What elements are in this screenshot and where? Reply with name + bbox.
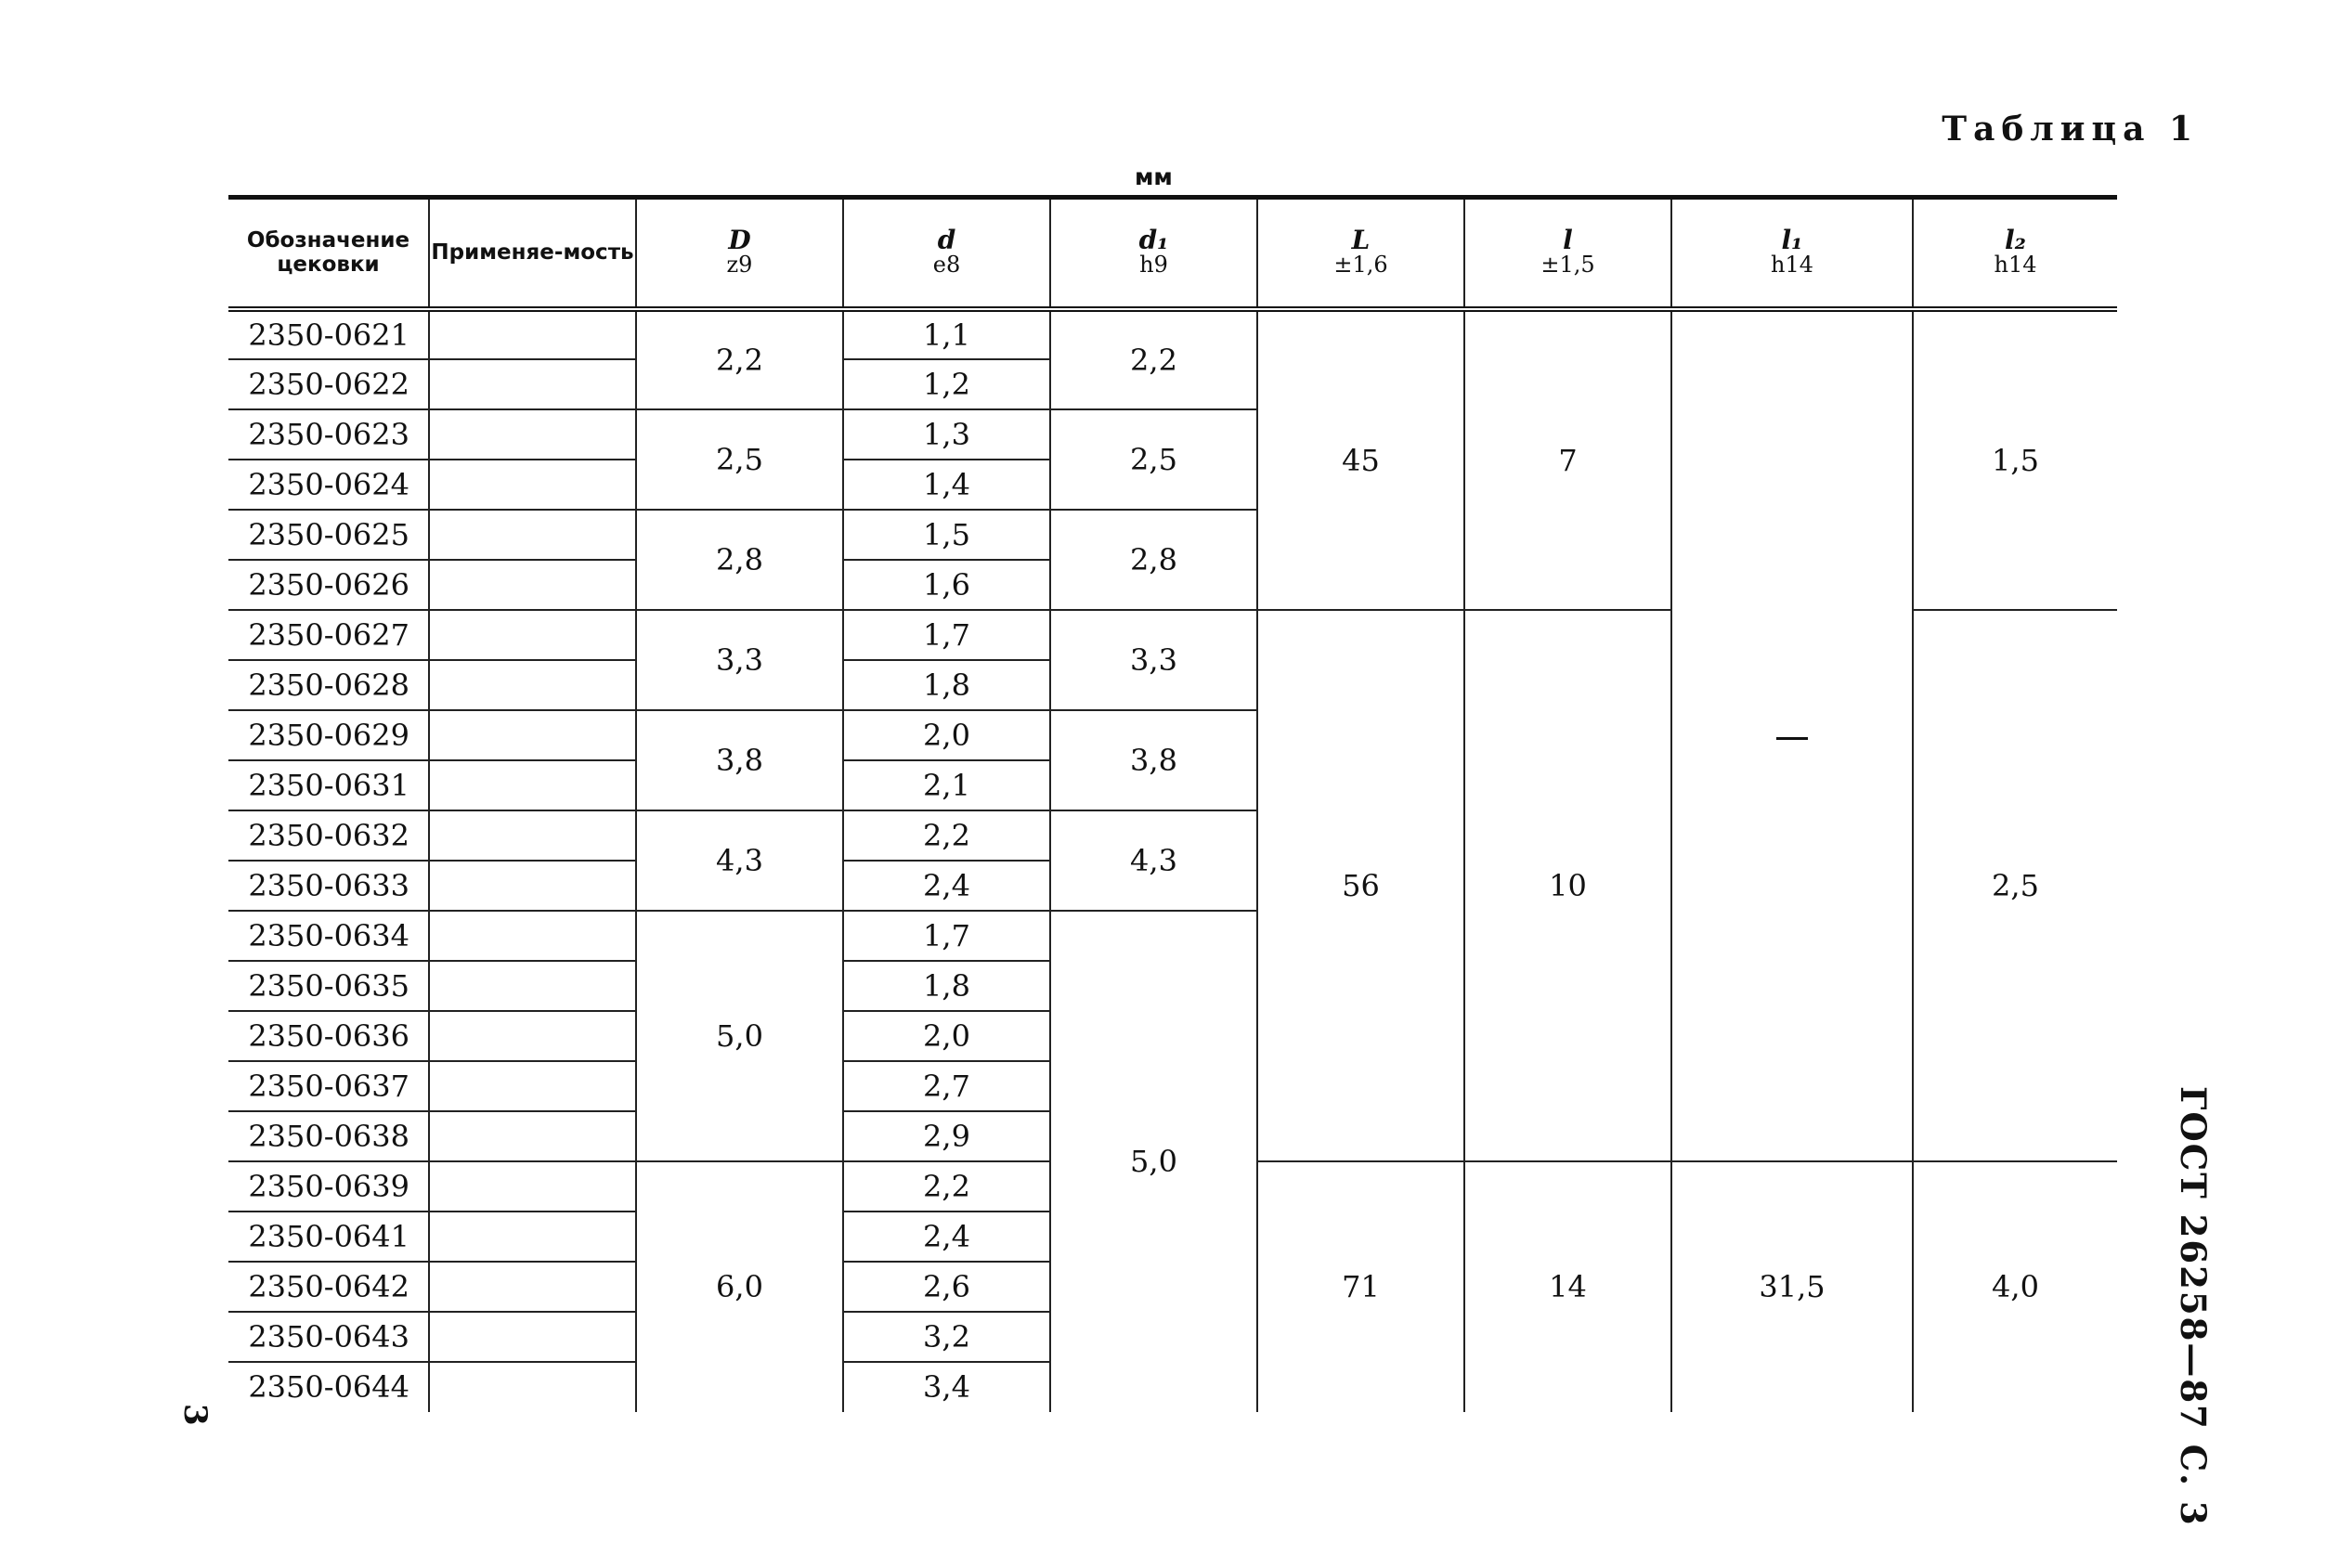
cell-applicability (429, 309, 636, 359)
cell-code: 2350-0623 (228, 409, 429, 460)
cell-applicability (429, 861, 636, 911)
cell-applicability (429, 1262, 636, 1312)
cell-D: 6,0 (636, 1161, 843, 1412)
cell-code: 2350-0641 (228, 1212, 429, 1262)
cell-d: 1,8 (843, 961, 1050, 1011)
cell-L: 56 (1257, 610, 1464, 1161)
cell-code: 2350-0631 (228, 760, 429, 810)
cell-D: 4,3 (636, 810, 843, 911)
cell-code: 2350-0644 (248, 1369, 409, 1405)
cell-d: 1,5 (843, 510, 1050, 560)
cell-d: 1,3 (843, 409, 1050, 460)
table-body (228, 309, 2117, 1412)
page-number: 3 (176, 1404, 214, 1426)
cell-applicability (429, 1362, 636, 1412)
cell-applicability (429, 510, 636, 560)
cell-applicability (429, 810, 636, 861)
cell-d1: 2,2 (1050, 309, 1257, 409)
cell-d: 3,4 (843, 1362, 1050, 1412)
dash-mark (1776, 737, 1808, 740)
cell-applicability (429, 1011, 636, 1061)
cell-l2: 2,5 (1913, 610, 2117, 1161)
header-d1: d₁ h9 (1050, 198, 1257, 309)
cell-code: 2350-0624 (228, 460, 429, 510)
cell-code: 2350-0625 (228, 510, 429, 560)
cell-D: 2,8 (636, 510, 843, 610)
cell-code: 2350-0629 (228, 710, 429, 760)
cell-D: 2,5 (636, 409, 843, 510)
table-row (228, 309, 2117, 359)
cell-code: 2350-0632 (228, 810, 429, 861)
header-applicability: Применяе-мость (429, 198, 636, 309)
cell-d: 2,4 (843, 861, 1050, 911)
cell-l1 (1671, 309, 1913, 1161)
cell-l2: 1,5 (1913, 309, 2117, 610)
cell-applicability (429, 1212, 636, 1262)
cell-d: 1,8 (843, 660, 1050, 710)
header-row (228, 198, 2117, 309)
cell-d: 2,2 (843, 810, 1050, 861)
cell-d1: 2,8 (1050, 510, 1257, 610)
header-l2: l₂ h14 (1913, 198, 2117, 309)
cell-l: 10 (1464, 610, 1671, 1161)
cell-l: 14 (1464, 1161, 1671, 1412)
header-l1: l₁ h14 (1671, 198, 1913, 309)
cell-d: 1,7 (843, 911, 1050, 961)
unit-label: мм (1135, 163, 1173, 190)
cell-applicability (429, 1161, 636, 1212)
cell-code: 2350-0622 (228, 359, 429, 409)
cell-applicability (429, 660, 636, 710)
cell-d: 1,2 (843, 359, 1050, 409)
cell-applicability (429, 911, 636, 961)
cell-d1: 3,3 (1050, 610, 1257, 710)
cell-d: 2,0 (843, 1011, 1050, 1061)
cell-applicability (429, 560, 636, 610)
cell-L: 71 (1257, 1161, 1464, 1412)
cell-applicability (429, 409, 636, 460)
cell-code: 2350-0639 (228, 1161, 429, 1212)
header-l: l ±1,5 (1464, 198, 1671, 309)
cell-d1: 3,8 (1050, 710, 1257, 810)
header-D: D z9 (636, 198, 843, 309)
cell-applicability (429, 610, 636, 660)
standard-page-label: ГОСТ 26258—87 С. 3 (2173, 1086, 2214, 1527)
cell-d: 2,4 (843, 1212, 1050, 1262)
cell-d1: 4,3 (1050, 810, 1257, 911)
cell-d: 1,4 (843, 460, 1050, 510)
cell-applicability (429, 1312, 636, 1362)
cell-applicability (429, 961, 636, 1011)
cell-L: 45 (1257, 309, 1464, 610)
cell-code: 2350-0635 (228, 961, 429, 1011)
cell-D: 2,2 (636, 309, 843, 409)
cell-d: 2,1 (843, 760, 1050, 810)
cell-applicability (429, 760, 636, 810)
cell-code: 2350-0621 (228, 309, 429, 359)
cell-d: 3,2 (843, 1312, 1050, 1362)
cell-D: 3,3 (636, 610, 843, 710)
cell-d: 2,2 (843, 1161, 1050, 1212)
cell-code: 2350-0627 (228, 610, 429, 660)
cell-d: 1,1 (843, 309, 1050, 359)
cell-code: 2350-0634 (228, 911, 429, 961)
cell-code: 2350-0637 (228, 1061, 429, 1111)
cell-code: 2350-0628 (228, 660, 429, 710)
cell-d1: 5,0 (1050, 911, 1257, 1412)
cell-l2: 4,0 (1913, 1161, 2117, 1412)
cell-d: 2,6 (843, 1262, 1050, 1312)
table-title: Таблица 1 (1942, 110, 2199, 149)
cell-applicability (429, 359, 636, 409)
cell-code: 2350-0643 (228, 1312, 429, 1362)
cell-code: 2350-0633 (228, 861, 429, 911)
cell-code: 2350-0638 (228, 1111, 429, 1161)
cell-D: 3,8 (636, 710, 843, 810)
cell-applicability (429, 710, 636, 760)
cell-d: 2,7 (843, 1061, 1050, 1111)
cell-d1: 2,5 (1050, 409, 1257, 510)
cell-l: 7 (1464, 309, 1671, 610)
cell-d: 1,6 (843, 560, 1050, 610)
header-d: d e8 (843, 198, 1050, 309)
cell-code: 2350-0642 (228, 1262, 429, 1312)
specification-table (228, 195, 2117, 1412)
cell-code: 2350-0626 (228, 560, 429, 610)
cell-d: 2,9 (843, 1111, 1050, 1161)
cell-l1: 31,5 (1671, 1161, 1913, 1412)
cell-d: 2,0 (843, 710, 1050, 760)
cell-applicability (429, 1061, 636, 1111)
cell-code: 2350-0636 (228, 1011, 429, 1061)
cell-applicability (429, 460, 636, 510)
cell-D: 5,0 (636, 911, 843, 1161)
header-L: L ±1,6 (1257, 198, 1464, 309)
cell-applicability (429, 1111, 636, 1161)
header-code: Обозначение цековки (228, 198, 429, 309)
cell-d: 1,7 (843, 610, 1050, 660)
